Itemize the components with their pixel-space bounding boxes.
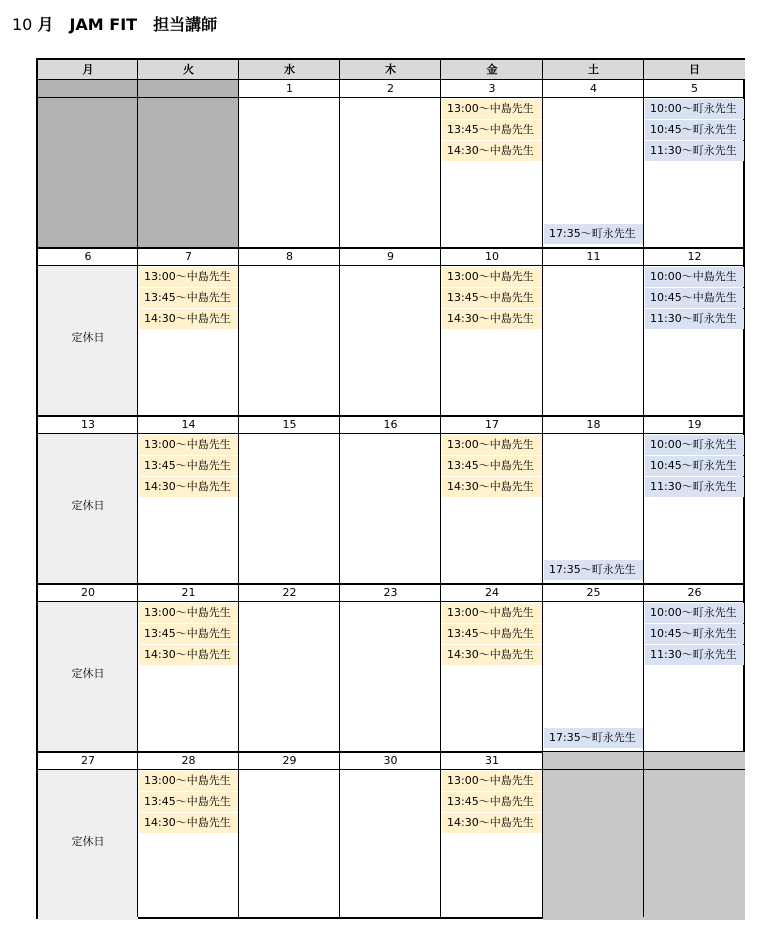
column-divider bbox=[238, 60, 239, 917]
calendar-date-number: 4 bbox=[543, 80, 644, 98]
calendar-date-number: 1 bbox=[239, 80, 340, 98]
calendar-day-cell[interactable] bbox=[340, 98, 441, 247]
calendar-date-number: 9 bbox=[340, 248, 441, 266]
calendar-date-number: 20 bbox=[38, 584, 138, 602]
weekday-header-mon: 月 bbox=[38, 60, 138, 80]
calendar-date-number: 21 bbox=[138, 584, 239, 602]
lesson-slot[interactable]: 14:30〜中島先生 bbox=[139, 477, 238, 497]
weekday-header-fri: 金 bbox=[441, 60, 543, 80]
lesson-slot[interactable]: 13:00〜中島先生 bbox=[139, 771, 238, 791]
calendar-day-cell[interactable] bbox=[441, 266, 543, 415]
calendar-day-cell[interactable] bbox=[138, 602, 239, 751]
lesson-slot[interactable]: 14:30〜中島先生 bbox=[442, 477, 542, 497]
lesson-slot[interactable]: 13:45〜中島先生 bbox=[442, 120, 542, 140]
lesson-slot[interactable]: 13:45〜中島先生 bbox=[139, 792, 238, 812]
page-title bbox=[12, 12, 217, 35]
calendar-day-cell[interactable] bbox=[138, 266, 239, 415]
calendar-date-number: 28 bbox=[138, 752, 239, 770]
weekday-header-tue: 火 bbox=[138, 60, 239, 80]
title-month-number: 10 bbox=[12, 15, 33, 34]
lesson-slot[interactable]: 17:35〜町永先生 bbox=[544, 224, 643, 244]
lesson-slot[interactable]: 17:35〜町永先生 bbox=[544, 560, 643, 580]
calendar-day-cell[interactable] bbox=[441, 434, 543, 583]
calendar-grid bbox=[36, 58, 745, 919]
title-text: 月 JAM FIT 担当講師 bbox=[37, 15, 218, 34]
calendar-date-number: 16 bbox=[340, 416, 441, 434]
lesson-slot[interactable]: 14:30〜中島先生 bbox=[442, 309, 542, 329]
lesson-slot[interactable]: 10:00〜中島先生 bbox=[645, 267, 744, 287]
calendar-blank-date bbox=[543, 752, 644, 770]
calendar-date-number: 31 bbox=[441, 752, 543, 770]
calendar-blank-date bbox=[138, 80, 239, 98]
calendar-day-cell[interactable] bbox=[239, 602, 340, 751]
calendar-day-cell[interactable] bbox=[543, 602, 644, 751]
lesson-slot[interactable]: 14:30〜中島先生 bbox=[442, 141, 542, 161]
lesson-slot[interactable]: 14:30〜中島先生 bbox=[442, 813, 542, 833]
lesson-slot[interactable]: 13:45〜中島先生 bbox=[442, 456, 542, 476]
lesson-slot[interactable]: 10:00〜町永先生 bbox=[645, 603, 744, 623]
lesson-slot[interactable]: 13:00〜中島先生 bbox=[442, 267, 542, 287]
calendar-date-number: 13 bbox=[38, 416, 138, 434]
closed-day-label: 定休日 bbox=[71, 835, 105, 848]
lesson-slot[interactable]: 14:30〜中島先生 bbox=[139, 645, 238, 665]
calendar-date-number: 10 bbox=[441, 248, 543, 266]
lesson-slot[interactable]: 13:45〜中島先生 bbox=[442, 792, 542, 812]
calendar-day-cell[interactable] bbox=[38, 98, 138, 247]
calendar-date-number: 19 bbox=[644, 416, 745, 434]
closed-day-label: 定休日 bbox=[71, 331, 105, 344]
column-divider bbox=[440, 60, 441, 917]
calendar-date-number: 25 bbox=[543, 584, 644, 602]
calendar-day-cell[interactable] bbox=[543, 434, 644, 583]
calendar-day-cell[interactable] bbox=[38, 602, 138, 751]
lesson-slot[interactable]: 13:00〜中島先生 bbox=[442, 771, 542, 791]
lesson-slot[interactable]: 13:00〜中島先生 bbox=[442, 99, 542, 119]
calendar-date-number: 24 bbox=[441, 584, 543, 602]
calendar-day-cell[interactable] bbox=[644, 602, 745, 751]
calendar-date-number: 26 bbox=[644, 584, 745, 602]
calendar-date-number: 15 bbox=[239, 416, 340, 434]
lesson-slot[interactable]: 13:45〜中島先生 bbox=[442, 624, 542, 644]
calendar-date-number: 2 bbox=[340, 80, 441, 98]
lesson-slot[interactable]: 11:30〜町永先生 bbox=[645, 141, 744, 161]
calendar-day-cell[interactable] bbox=[38, 770, 138, 920]
lesson-slot[interactable]: 13:45〜中島先生 bbox=[442, 288, 542, 308]
calendar-day-cell[interactable] bbox=[441, 770, 543, 920]
lesson-slot[interactable]: 11:30〜町永先生 bbox=[645, 309, 744, 329]
lesson-slot[interactable]: 13:45〜中島先生 bbox=[139, 456, 238, 476]
calendar-date-number: 30 bbox=[340, 752, 441, 770]
lesson-slot[interactable]: 13:00〜中島先生 bbox=[442, 435, 542, 455]
calendar-day-cell[interactable] bbox=[543, 98, 644, 247]
calendar-day-cell[interactable] bbox=[340, 434, 441, 583]
calendar-day-cell[interactable] bbox=[441, 98, 543, 247]
calendar-day-cell[interactable] bbox=[38, 434, 138, 583]
calendar-day-cell[interactable] bbox=[543, 770, 644, 920]
calendar-date-number: 14 bbox=[138, 416, 239, 434]
calendar-day-cell[interactable] bbox=[340, 602, 441, 751]
calendar-day-cell[interactable] bbox=[239, 434, 340, 583]
column-divider bbox=[137, 60, 138, 917]
lesson-slot[interactable]: 10:00〜町永先生 bbox=[645, 99, 744, 119]
lesson-slot[interactable]: 13:00〜中島先生 bbox=[139, 603, 238, 623]
weekday-header-wed: 水 bbox=[239, 60, 340, 80]
weekday-header-sun: 日 bbox=[644, 60, 745, 80]
calendar-date-number: 3 bbox=[441, 80, 543, 98]
column-divider bbox=[542, 60, 543, 917]
calendar-date-number: 29 bbox=[239, 752, 340, 770]
lesson-slot[interactable]: 10:00〜町永先生 bbox=[645, 435, 744, 455]
calendar-date-number: 8 bbox=[239, 248, 340, 266]
calendar-date-number: 12 bbox=[644, 248, 745, 266]
lesson-slot[interactable]: 13:00〜中島先生 bbox=[139, 267, 238, 287]
calendar-day-cell[interactable] bbox=[138, 434, 239, 583]
calendar-day-cell[interactable] bbox=[239, 98, 340, 247]
lesson-slot[interactable]: 14:30〜中島先生 bbox=[139, 309, 238, 329]
calendar-date-number: 7 bbox=[138, 248, 239, 266]
lesson-slot[interactable]: 13:00〜中島先生 bbox=[442, 603, 542, 623]
lesson-slot[interactable]: 11:30〜町永先生 bbox=[645, 477, 744, 497]
lesson-slot[interactable]: 13:00〜中島先生 bbox=[139, 435, 238, 455]
lesson-slot[interactable]: 17:35〜町永先生 bbox=[544, 728, 643, 748]
calendar-blank-date bbox=[644, 752, 745, 770]
lesson-slot[interactable]: 10:45〜町永先生 bbox=[645, 120, 744, 140]
calendar-day-cell[interactable] bbox=[239, 770, 340, 920]
calendar-day-cell[interactable] bbox=[644, 770, 745, 920]
calendar-day-cell[interactable] bbox=[644, 434, 745, 583]
lesson-slot[interactable]: 14:30〜中島先生 bbox=[442, 645, 542, 665]
calendar-day-cell[interactable] bbox=[239, 266, 340, 415]
weekday-header-sat: 土 bbox=[543, 60, 644, 80]
calendar-date-number: 17 bbox=[441, 416, 543, 434]
calendar-date-number: 23 bbox=[340, 584, 441, 602]
column-divider bbox=[339, 60, 340, 917]
calendar-blank-date bbox=[38, 80, 138, 98]
lesson-slot[interactable]: 14:30〜中島先生 bbox=[139, 813, 238, 833]
calendar-date-number: 18 bbox=[543, 416, 644, 434]
calendar-date-number: 5 bbox=[644, 80, 745, 98]
lesson-slot[interactable]: 10:45〜町永先生 bbox=[645, 624, 744, 644]
calendar-day-cell[interactable] bbox=[644, 98, 745, 247]
calendar-date-number: 11 bbox=[543, 248, 644, 266]
calendar-day-cell[interactable] bbox=[340, 770, 441, 920]
calendar-day-cell[interactable] bbox=[441, 602, 543, 751]
weekday-header-thu: 木 bbox=[340, 60, 441, 80]
calendar-date-number: 22 bbox=[239, 584, 340, 602]
closed-day-label: 定休日 bbox=[71, 667, 105, 680]
calendar-date-number: 27 bbox=[38, 752, 138, 770]
calendar-day-cell[interactable] bbox=[138, 770, 239, 920]
lesson-slot[interactable]: 10:45〜町永先生 bbox=[645, 456, 744, 476]
lesson-slot[interactable]: 13:45〜中島先生 bbox=[139, 288, 238, 308]
calendar-day-cell[interactable] bbox=[138, 98, 239, 247]
lesson-slot[interactable]: 13:45〜中島先生 bbox=[139, 624, 238, 644]
calendar-day-cell[interactable] bbox=[543, 266, 644, 415]
calendar-date-number: 6 bbox=[38, 248, 138, 266]
lesson-slot[interactable]: 10:45〜中島先生 bbox=[645, 288, 744, 308]
calendar-day-cell[interactable] bbox=[38, 266, 138, 415]
column-divider bbox=[643, 60, 644, 917]
closed-day-label: 定休日 bbox=[71, 499, 105, 512]
calendar-day-cell[interactable] bbox=[644, 266, 745, 415]
lesson-slot[interactable]: 11:30〜町永先生 bbox=[645, 645, 744, 665]
calendar-day-cell[interactable] bbox=[340, 266, 441, 415]
